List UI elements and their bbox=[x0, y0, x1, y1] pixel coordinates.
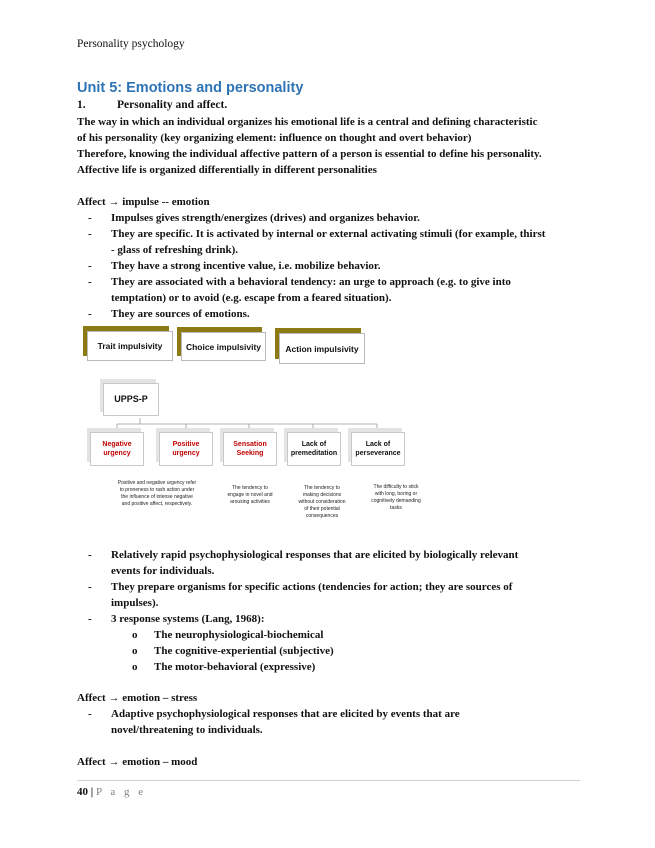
list-item: - Impulses gives strength/energizes (drives) and organizes behavior. bbox=[88, 212, 420, 224]
list-item: - They prepare organisms for specific actions (tendencies for action; they are sources of impulses). bbox=[88, 581, 513, 609]
facet-sensation-seeking: Sensation Seeking bbox=[223, 432, 277, 466]
premeditation-description: The tendency to making decisions without consideration of their potential consequences bbox=[298, 485, 346, 519]
perseverance-description: The difficulty to stick with long, boring or cognitively demanding tasks bbox=[371, 484, 421, 511]
mood-heading: Affect → emotion – mood bbox=[77, 756, 198, 768]
facet-lack-of-premeditation: Lack of premeditation bbox=[287, 432, 341, 466]
facet-lack-of-perseverance: Lack of perseverance bbox=[351, 432, 405, 466]
action-impulsivity-box: Action impulsivity bbox=[279, 333, 365, 364]
list-item: - 3 response systems (Lang, 1968): bbox=[88, 613, 265, 625]
list-item: - They are sources of emotions. bbox=[88, 308, 250, 320]
list-item: - They are specific. It is activated by internal or external activating stimuli (for example, thirst - glass of refreshing drink). bbox=[88, 228, 546, 256]
page-label: P a g e bbox=[95, 786, 147, 798]
section-title: Personality and affect. bbox=[117, 99, 228, 111]
page-footer bbox=[77, 786, 146, 798]
upps-p-box: UPPS-P bbox=[103, 383, 159, 416]
list-item: - They have a strong incentive value, i.e. mobilize behavior. bbox=[88, 260, 381, 272]
impulse-heading: Affect → impulse -- emotion bbox=[77, 196, 210, 208]
sub-list-item: o The motor-behavioral (expressive) bbox=[132, 661, 316, 673]
intro-line: Therefore, knowing the individual affective pattern of a person is essential to define his personality. bbox=[77, 148, 542, 160]
sub-list-item: o The neurophysiological-biochemical bbox=[132, 629, 324, 641]
sensation-seeking-description: The tendency to engage in novel and arousing activities bbox=[227, 485, 273, 505]
section-number: 1. bbox=[77, 99, 86, 111]
facet-positive-urgency: Positive urgency bbox=[159, 432, 213, 466]
urgency-description: Positive and negative urgency refer to proneness to rash action under the influence of intense negative and positive affect, respectively. bbox=[117, 480, 197, 507]
list-item: - They are associated with a behavioral tendency: an urge to approach (e.g. to give into temptation) or to avoid (e.g. escape from a feared situation). bbox=[88, 276, 511, 304]
intro-line: The way in which an individual organizes his emotional life is a central and defining characteristic bbox=[77, 116, 538, 128]
intro-line: of his personality (key organizing element: influence on thought and overt behavior) bbox=[77, 132, 472, 144]
list-item: - Adaptive psychophysiological responses that are elicited by events that are novel/threatening to individuals. bbox=[88, 708, 460, 736]
footer-separator: | bbox=[90, 786, 94, 798]
trait-impulsivity-box: Trait impulsivity bbox=[87, 331, 173, 361]
facet-negative-urgency: Negative urgency bbox=[90, 432, 144, 466]
running-header: Personality psychology bbox=[77, 38, 185, 50]
footer-divider bbox=[77, 780, 580, 781]
page-number: 40 bbox=[77, 786, 88, 798]
stress-heading: Affect → emotion – stress bbox=[77, 692, 198, 704]
intro-line: Affective life is organized differentially in different personalities bbox=[77, 164, 377, 176]
unit-title: Unit 5: Emotions and personality bbox=[77, 80, 304, 96]
choice-impulsivity-box: Choice impulsivity bbox=[181, 332, 266, 361]
list-item: - Relatively rapid psychophysiological responses that are elicited by biologically relevant events for individuals. bbox=[88, 549, 519, 577]
sub-list-item: o The cognitive-experiential (subjective) bbox=[132, 645, 334, 657]
emotion-list bbox=[88, 547, 588, 675]
stress-list bbox=[88, 706, 588, 738]
